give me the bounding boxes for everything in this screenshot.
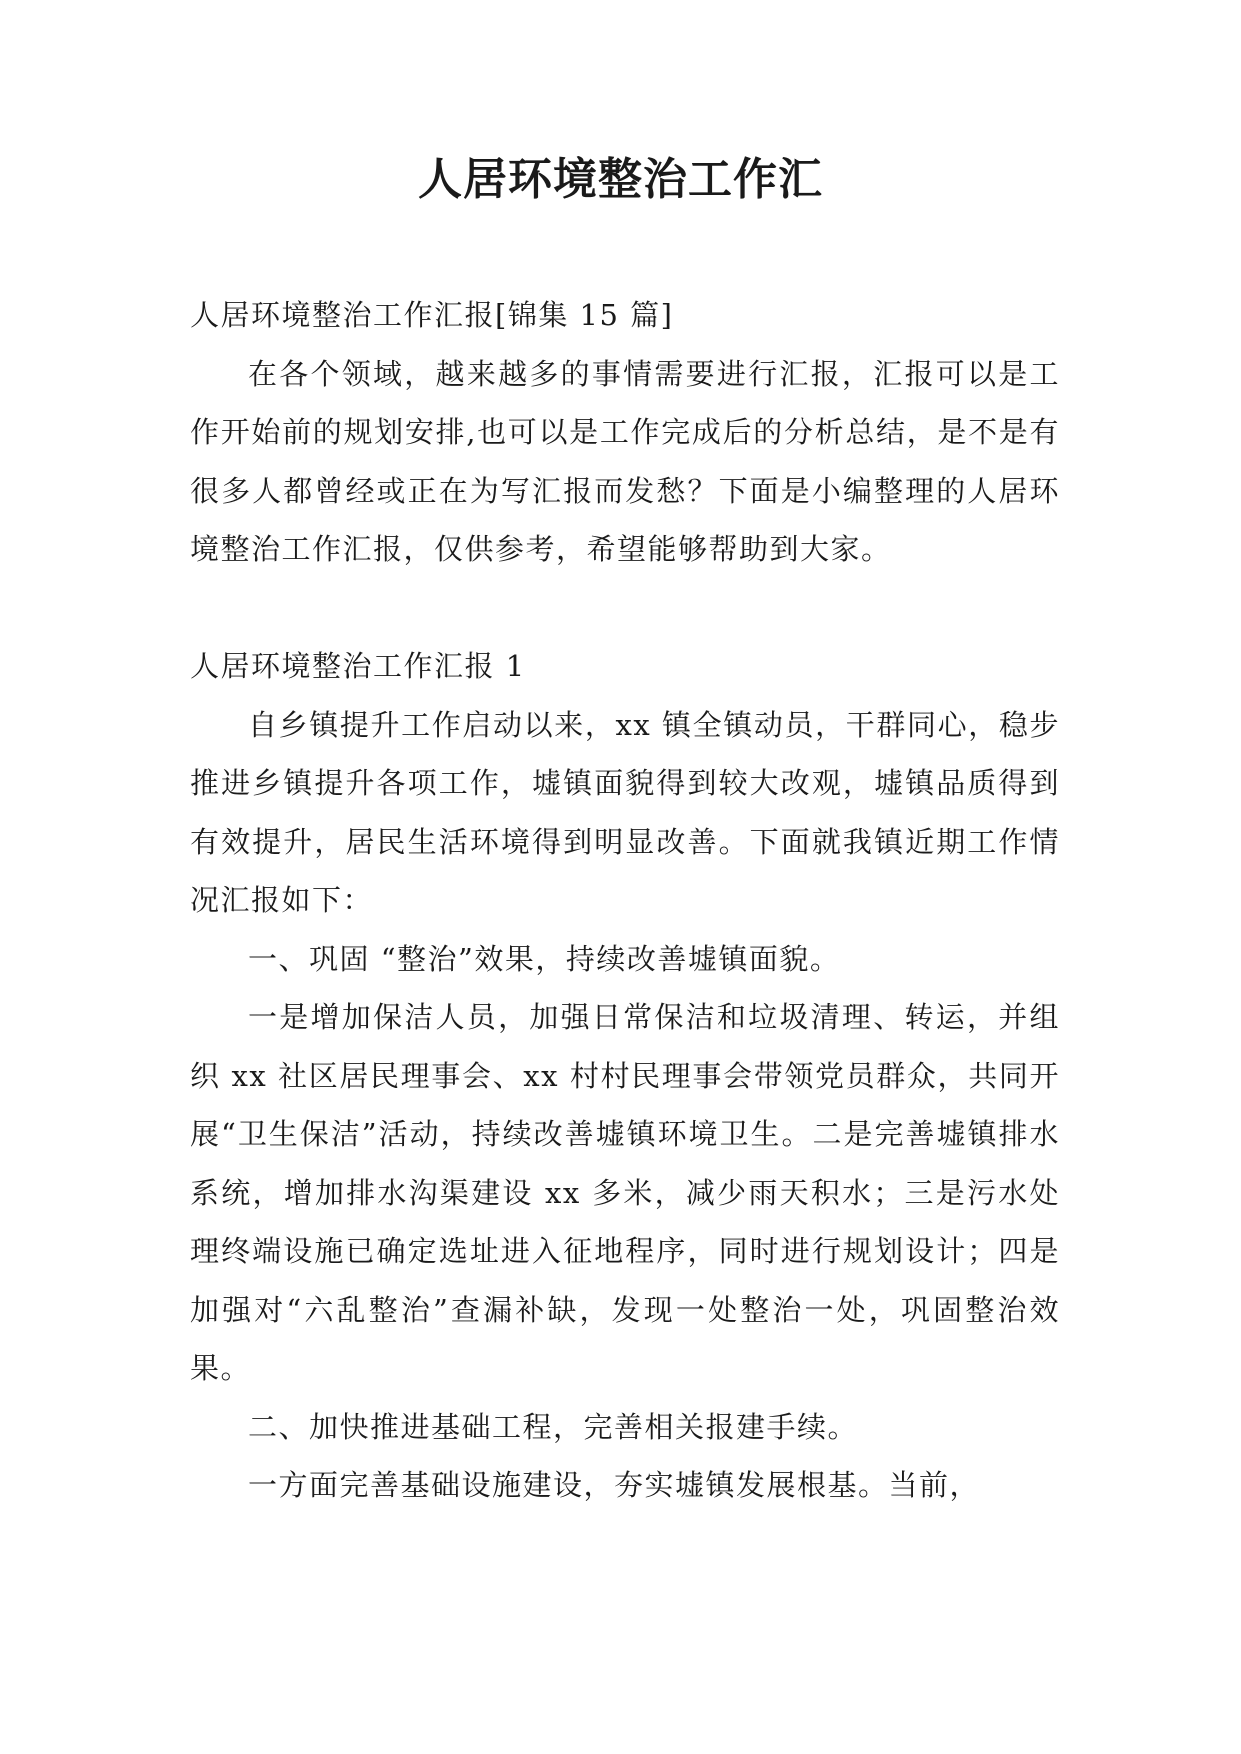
body-paragraph: 一是增加保洁人员，加强日常保洁和垃圾清理、转运，并组织 xx 社区居民理事会、xx 村村民理事会带领党员群众，共同开展“卫生保洁”活动，持续改善墟镇环境卫生。二是完善墟镇排水系统，增加排水沟渠建设 xx 多米，减少雨天积水；三是污水处理终端设施已确定选址进入征地程序，同时进行规划设计；四是加强对“六乱整治”查漏补缺，发现一处整治一处，巩固整治效果。 bbox=[190, 1000, 1060, 1385]
body-paragraph: 一、巩固 “整治”效果，持续改善墟镇面貌。 bbox=[248, 941, 841, 976]
body-paragraph: 二、加快推进基础工程，完善相关报建手续。 bbox=[248, 1409, 859, 1444]
intro-paragraph: 在各个领域，越来越多的事情需要进行汇报，汇报可以是工作开始前的规划安排,也可以是工作完成后的分析总结，是不是有很多人都曾经或正在为写汇报而发愁？下面是小编整理的人居环境整治工作汇报，仅供参考，希望能够帮助到大家。 bbox=[190, 356, 1060, 566]
document-subtitle: 人居环境整治工作汇报[锦集 15 篇] bbox=[190, 298, 674, 332]
body-paragraph: 自乡镇提升工作启动以来，xx 镇全镇动员，干群同心，稳步推进乡镇提升各项工作，墟镇面貌得到较大改观，墟镇品质得到有效提升，居民生活环境得到明显改善。下面就我镇近期工作情况汇报如下： bbox=[190, 707, 1060, 917]
body-paragraph: 一方面完善基础设施建设，夯实墟镇发展根基。当前， bbox=[248, 1468, 981, 1502]
document-title: 人居环境整治工作汇 bbox=[418, 154, 823, 205]
section-heading: 人居环境整治工作汇报 1 bbox=[190, 649, 526, 683]
section-gap bbox=[190, 579, 1060, 638]
document-body bbox=[190, 286, 1060, 1515]
